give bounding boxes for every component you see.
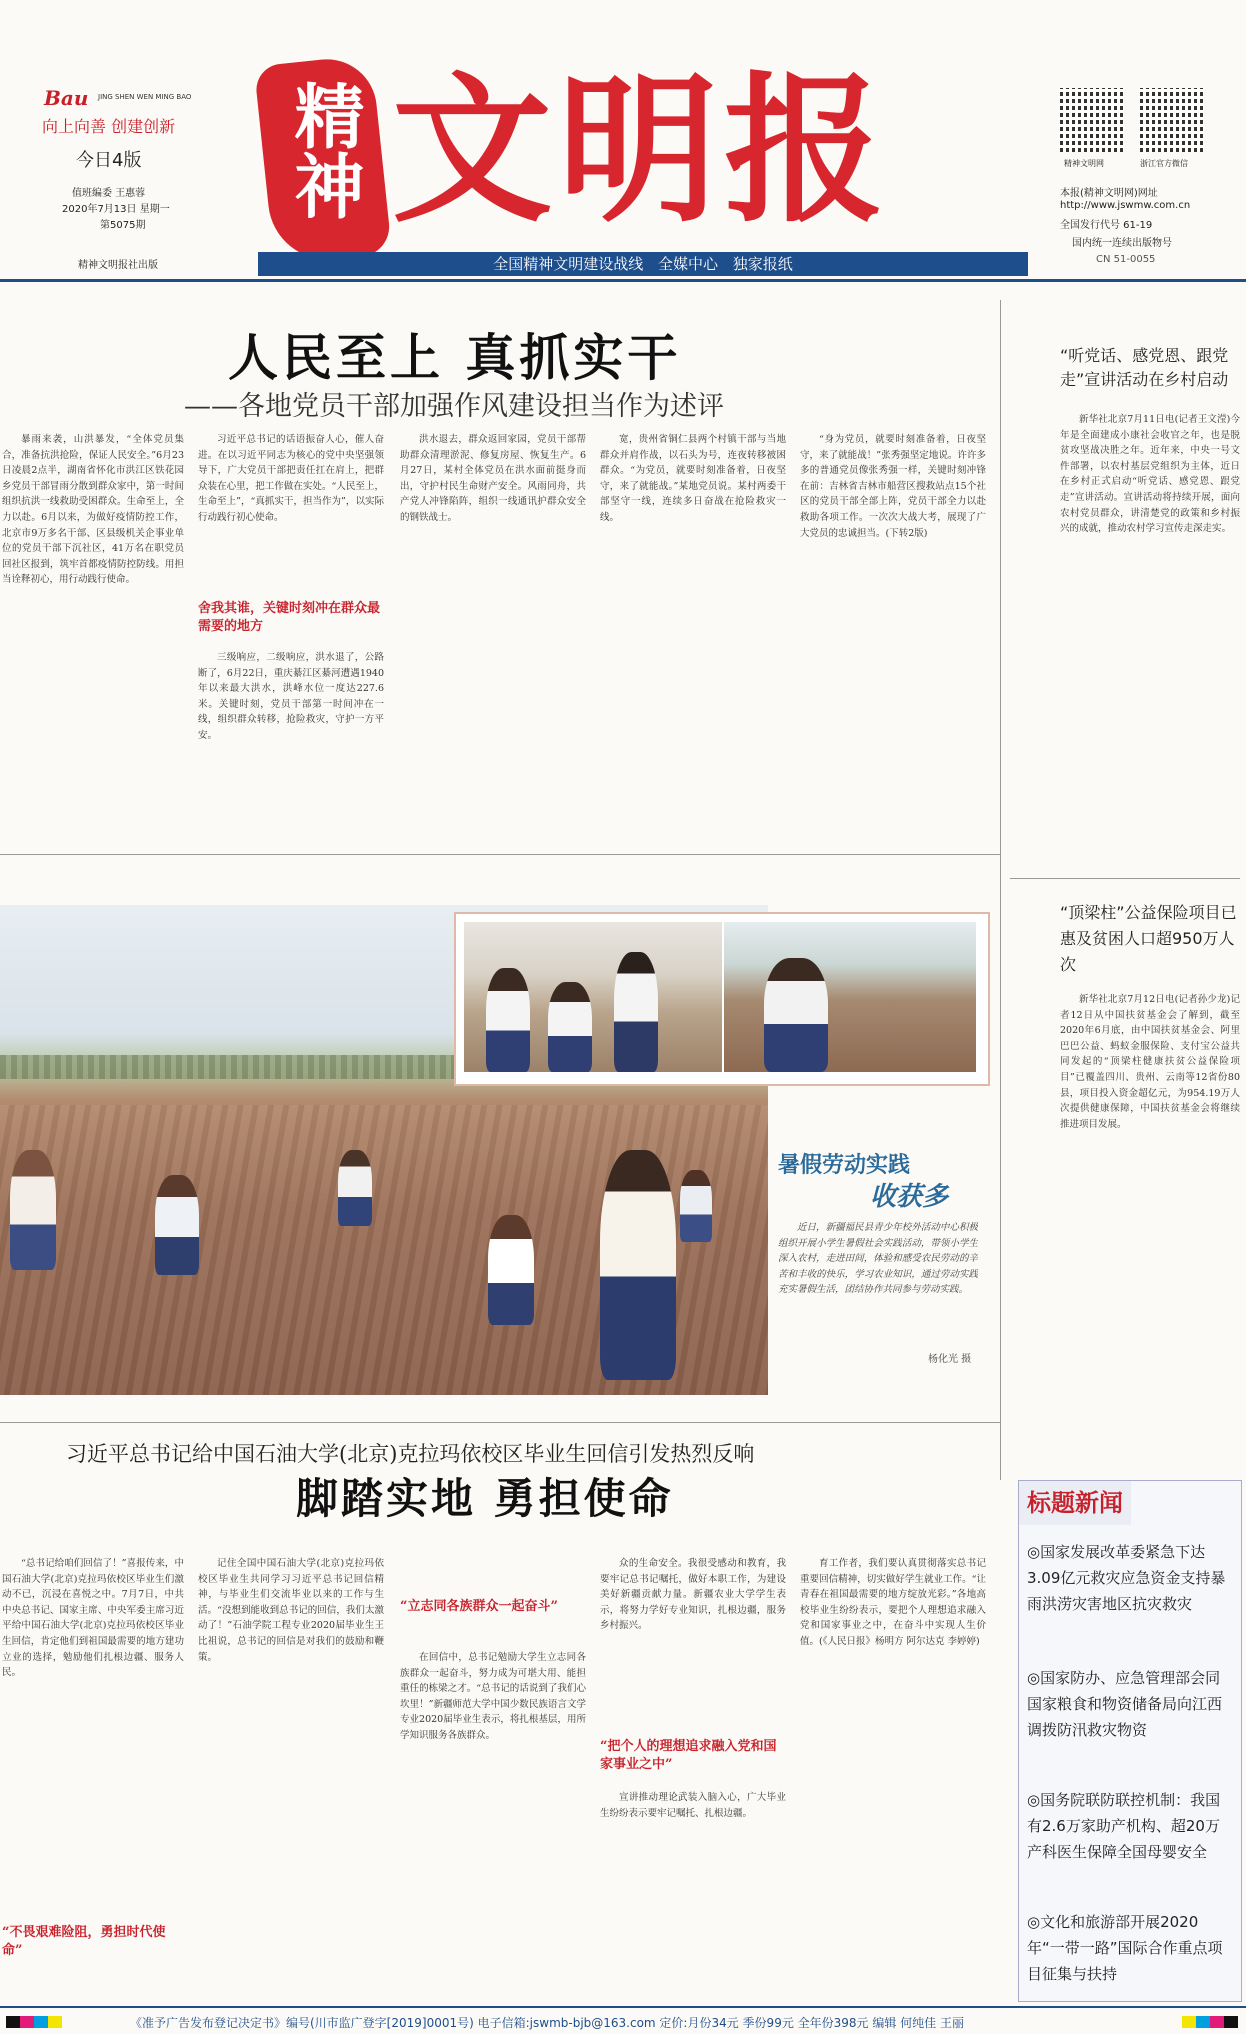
- lead-col-1: 暴雨来袭，山洪暴发，“全体党员集合，准备抗洪抢险，保证人民安全。”6月23日凌晨2点半，湖南省怀化市洪江区铁花园乡党员干部冒雨分散到群众家中，第一时间组织抗洪一线救助受困群众。生命至上，全力以赴。6月以来，为做好疫情防控工作，北京市9万多名干部、区县级机关企事业单位的党员干部下沉社区，41万名在职党员回社区报到，筑牢首都疫情防控防线。用担当诠释初心，用行动践行使命。: [2, 434, 184, 586]
- logo-pinyin: JING SHEN WEN MING BAO: [98, 93, 192, 101]
- site-url[interactable]: http://www.jswmw.com.cn: [1060, 200, 1191, 211]
- photo-caption-title-2: 收获多: [870, 1182, 949, 1212]
- lead-col-2b: 三级响应，二级响应，洪水退了，公路断了，6月22日，重庆綦江区綦河遭遇1940年以来最大洪水，洪峰水位一度达227.6米。关键时刻，党员干部第一时间冲在一线，组织群众转移，抢险救灾，守护一方平安。: [198, 652, 384, 741]
- second-col-1: “总书记给咱们回信了！”喜报传来，中国石油大学(北京)克拉玛依校区毕业生们激动不已，沉浸在喜悦之中。7月7日，中共中央总书记、国家主席、中央军委主席习近平给中国石油大学(北京)克拉玛依校区毕业生回信，肯定他们到祖国最需要的地方建功立业的选择，勉励他们扎根边疆、服务人民。: [2, 1558, 184, 1679]
- editor: 值班编委 王惠蓉: [72, 188, 146, 199]
- issn-label: 国内统一连续出版物号: [1072, 238, 1172, 249]
- slogan: 向上向善 创建创新: [42, 117, 176, 136]
- side-news-1-text: 新华社北京7月11日电(记者王文滢)今年是全面建成小康社会收官之年，也是脱贫攻坚战决胜之年。近年来，中央一号文件部署，以农村基层党组织为主体，近日在乡村正式启动“听党话、感党恩、跟党走”宣讲活动。宣讲活动将持续开展，面向农村党员群众，讲清楚党的政策和乡村振兴的成就，推动农村学习宣传走深走实。: [1060, 414, 1240, 535]
- issue-date: 2020年7月13日 星期一: [62, 204, 170, 215]
- photo-caption-title: 暑假劳动实践: [778, 1153, 911, 1178]
- side-news-2-text: 新华社北京7月12日电(记者孙少龙)记者12日从中国扶贫基金会了解到，截至2020年6月底，由中国扶贫基金会、阿里巴巴公益、蚂蚁金服保险、支付宝公益共同发起的“顶梁柱健康扶贫公益保险项目”已覆盖四川、贵州、云南等12省份80县，项目投入资金超亿元，为954.19万人次提供健康保障，中国扶贫基金会将继续推进项目发展。: [1060, 994, 1240, 1130]
- masthead-title-small: 精神: [283, 80, 366, 220]
- photo-section-top-rule: [0, 854, 1000, 855]
- second-story-top-rule: [0, 1422, 1000, 1423]
- color-bar-left: [6, 2016, 62, 2028]
- issue-number: 第5075期: [100, 220, 146, 231]
- inset-photo-student-digging[interactable]: [724, 922, 976, 1072]
- side-news-divider: [1010, 878, 1240, 879]
- masthead-title-big: 文明报: [392, 56, 891, 244]
- inset-photo-students-reading[interactable]: [464, 922, 722, 1072]
- footer-text: 《准予广告发布登记决定书》编号(川市监广登字[2019]0001号) 电子信箱:jswmb-bjb@163.com 定价:月份34元 季份99元 全年份398元 编辑 何纯佳 王丽: [130, 2016, 964, 2030]
- headline-item[interactable]: ◎国家防办、应急管理部会同国家粮食和物资储备局向江西调拨防汛救灾物资: [1027, 1669, 1223, 1739]
- masthead-rule: [0, 279, 1246, 282]
- lead-col-2-head: 舍我其谁，关键时刻冲在群众最需要的地方: [198, 601, 381, 634]
- qr-label-wechat: 浙江官方微信: [1140, 159, 1188, 168]
- logo-mark: Bau: [44, 86, 89, 110]
- today-pages: 今日4版: [76, 150, 142, 171]
- footer-rule: [0, 2006, 1246, 2008]
- second-col-5: 育工作者，我们要认真贯彻落实总书记重要回信精神，切实做好学生就业工作。“让青春在祖国最需要的地方绽放光彩。”各地高校毕业生纷纷表示，要把个人理想追求融入党和国家事业之中，在奋斗中实现人生价值。(《人民日报》杨明方 阿尔达克 李婷婷): [800, 1558, 986, 1647]
- right-column-divider: [1000, 300, 1001, 1480]
- nav-bar[interactable]: 全国精神文明建设战线 全媒中心 独家报纸: [258, 252, 1028, 276]
- headlines-box: [1018, 1480, 1242, 2002]
- side-news-2-title[interactable]: “顶梁柱”公益保险项目已惠及贫困人口超950万人次: [1060, 903, 1237, 974]
- lead-col-5: “身为党员，就要时刻准备着，日夜坚守，来了就能战！”张秀强坚定地说。许许多多的普通党员像张秀强一样，关键时刻冲锋在前：吉林省吉林市船营区搜救站点15个社区的党员干部全部上阵，党员干部全力以赴救助各项工作。一次次大战大考，展现了广大党员的忠诚担当。(下转2版): [800, 434, 986, 539]
- headline-item[interactable]: ◎国务院联防联控机制：我国有2.6万家助产机构、超20万产科医生保障全国母婴安全: [1027, 1791, 1221, 1861]
- second-title: 脚踏实地 勇担使命: [296, 1474, 674, 1523]
- second-col-4-head: “把个人的理想追求融入党和国家事业之中”: [600, 1739, 777, 1772]
- lead-subtitle: ——各地党员干部加强作风建设担当作为述评: [184, 391, 724, 422]
- lead-col-2: 习近平总书记的话语振奋人心，催人奋进。在以习近平同志为核心的党中央坚强领导下，广大党员干部把责任扛在肩上，把群众装在心里，把工作做在实处。“人民至上，生命至上”，“真抓实干，担当作为”，以实际行动践行初心使命。: [198, 434, 384, 523]
- cn-number: CN 51-0055: [1096, 254, 1156, 265]
- lead-col-4: 宽，贵州省铜仁县两个村镇干部与当地群众并肩作战，以石头为号，连夜转移被困群众。“为党员，就要时刻准备着，日夜坚守，来了就能战。”某地党员说。某村两委干部坚守一线，连续多日奋战在抢险救灾一线。: [600, 434, 786, 523]
- second-col-3: 在回信中，总书记勉励大学生立志同各族群众一起奋斗，努力成为可堪大用、能担重任的栋梁之才。“总书记的话说到了我们心坎里！”新疆师范大学中国少数民族语言文学专业2020届毕业生表示，将扎根基层，用所学知识服务各族群众。: [400, 1652, 586, 1741]
- masthead: [0, 0, 1246, 280]
- second-col-2-head: “立志同各族群众一起奋斗”: [400, 1599, 558, 1614]
- side-news-1-title[interactable]: “听党话、感党恩、跟党走”宣讲活动在乡村启动: [1060, 346, 1229, 389]
- headlines-title: 标题新闻: [1019, 1481, 1131, 1525]
- qr-label-site: 精神文明网: [1064, 159, 1104, 168]
- qr-code-site[interactable]: [1060, 88, 1124, 152]
- lead-col-3: 洪水退去，群众返回家园，党员干部帮助群众清理淤泥、修复房屋、恢复生产。6月27日，某村全体党员在洪水面前挺身而出，守护村民生命财产安全。风雨同舟，共产党人冲锋陷阵，组织一线通讯护群众安全的钢铁战士。: [400, 434, 586, 523]
- second-col-4: 众的生命安全。我很受感动和教育，我要牢记总书记嘱托，做好本职工作，为建设美好新疆贡献力量。新疆农业大学学生表示，将努力学好专业知识，扎根边疆，服务乡村振兴。: [600, 1558, 786, 1632]
- second-col-2: 记住全国中国石油大学(北京)克拉玛依校区毕业生共同学习习近平总书记回信精神，与毕业生们交流毕业以来的工作与生活。“没想到能收到总书记的回信，我们太激动了！”石油学院工程专业2020届毕业生王比祖说，总书记的回信是对我们的鼓励和鞭策。: [198, 1558, 384, 1663]
- qr-code-wechat[interactable]: [1140, 88, 1204, 152]
- photographer-credit: 杨化光 摄: [928, 1354, 972, 1365]
- second-col-1-head: “不畏艰难险阻，勇担时代使命”: [2, 1925, 166, 1958]
- second-kicker: 习近平总书记给中国石油大学(北京)克拉玛依校区毕业生回信引发热烈反响: [66, 1442, 755, 1466]
- lead-title: 人民至上 真抓实干: [228, 328, 682, 387]
- second-col-4b: 宣讲推动理论武装入脑入心，广大毕业生纷纷表示要牢记嘱托、扎根边疆。: [600, 1792, 786, 1819]
- publisher: 精神文明报社出版: [78, 260, 158, 271]
- photo-caption-text: 近日，新疆福民县青少年校外活动中心积极组织开展小学生暑假社会实践活动，带领小学生深入农村，走进田间，体验和感受农民劳动的辛苦和丰收的快乐，学习农业知识，通过劳动实践充实暑假生活，团结协作共同参与劳动实践。: [778, 1222, 978, 1296]
- headline-item[interactable]: ◎国家发展改革委紧急下达3.09亿元救灾应急资金支持暴雨洪涝灾害地区抗灾救灾: [1027, 1543, 1226, 1613]
- site-label: 本报(精神文明网)网址: [1060, 188, 1158, 199]
- post-code: 全国发行代号 61-19: [1060, 220, 1153, 231]
- headline-item[interactable]: ◎文化和旅游部开展2020年“一带一路”国际合作重点项目征集与扶持: [1027, 1913, 1223, 1983]
- color-bar-right: [1182, 2016, 1238, 2028]
